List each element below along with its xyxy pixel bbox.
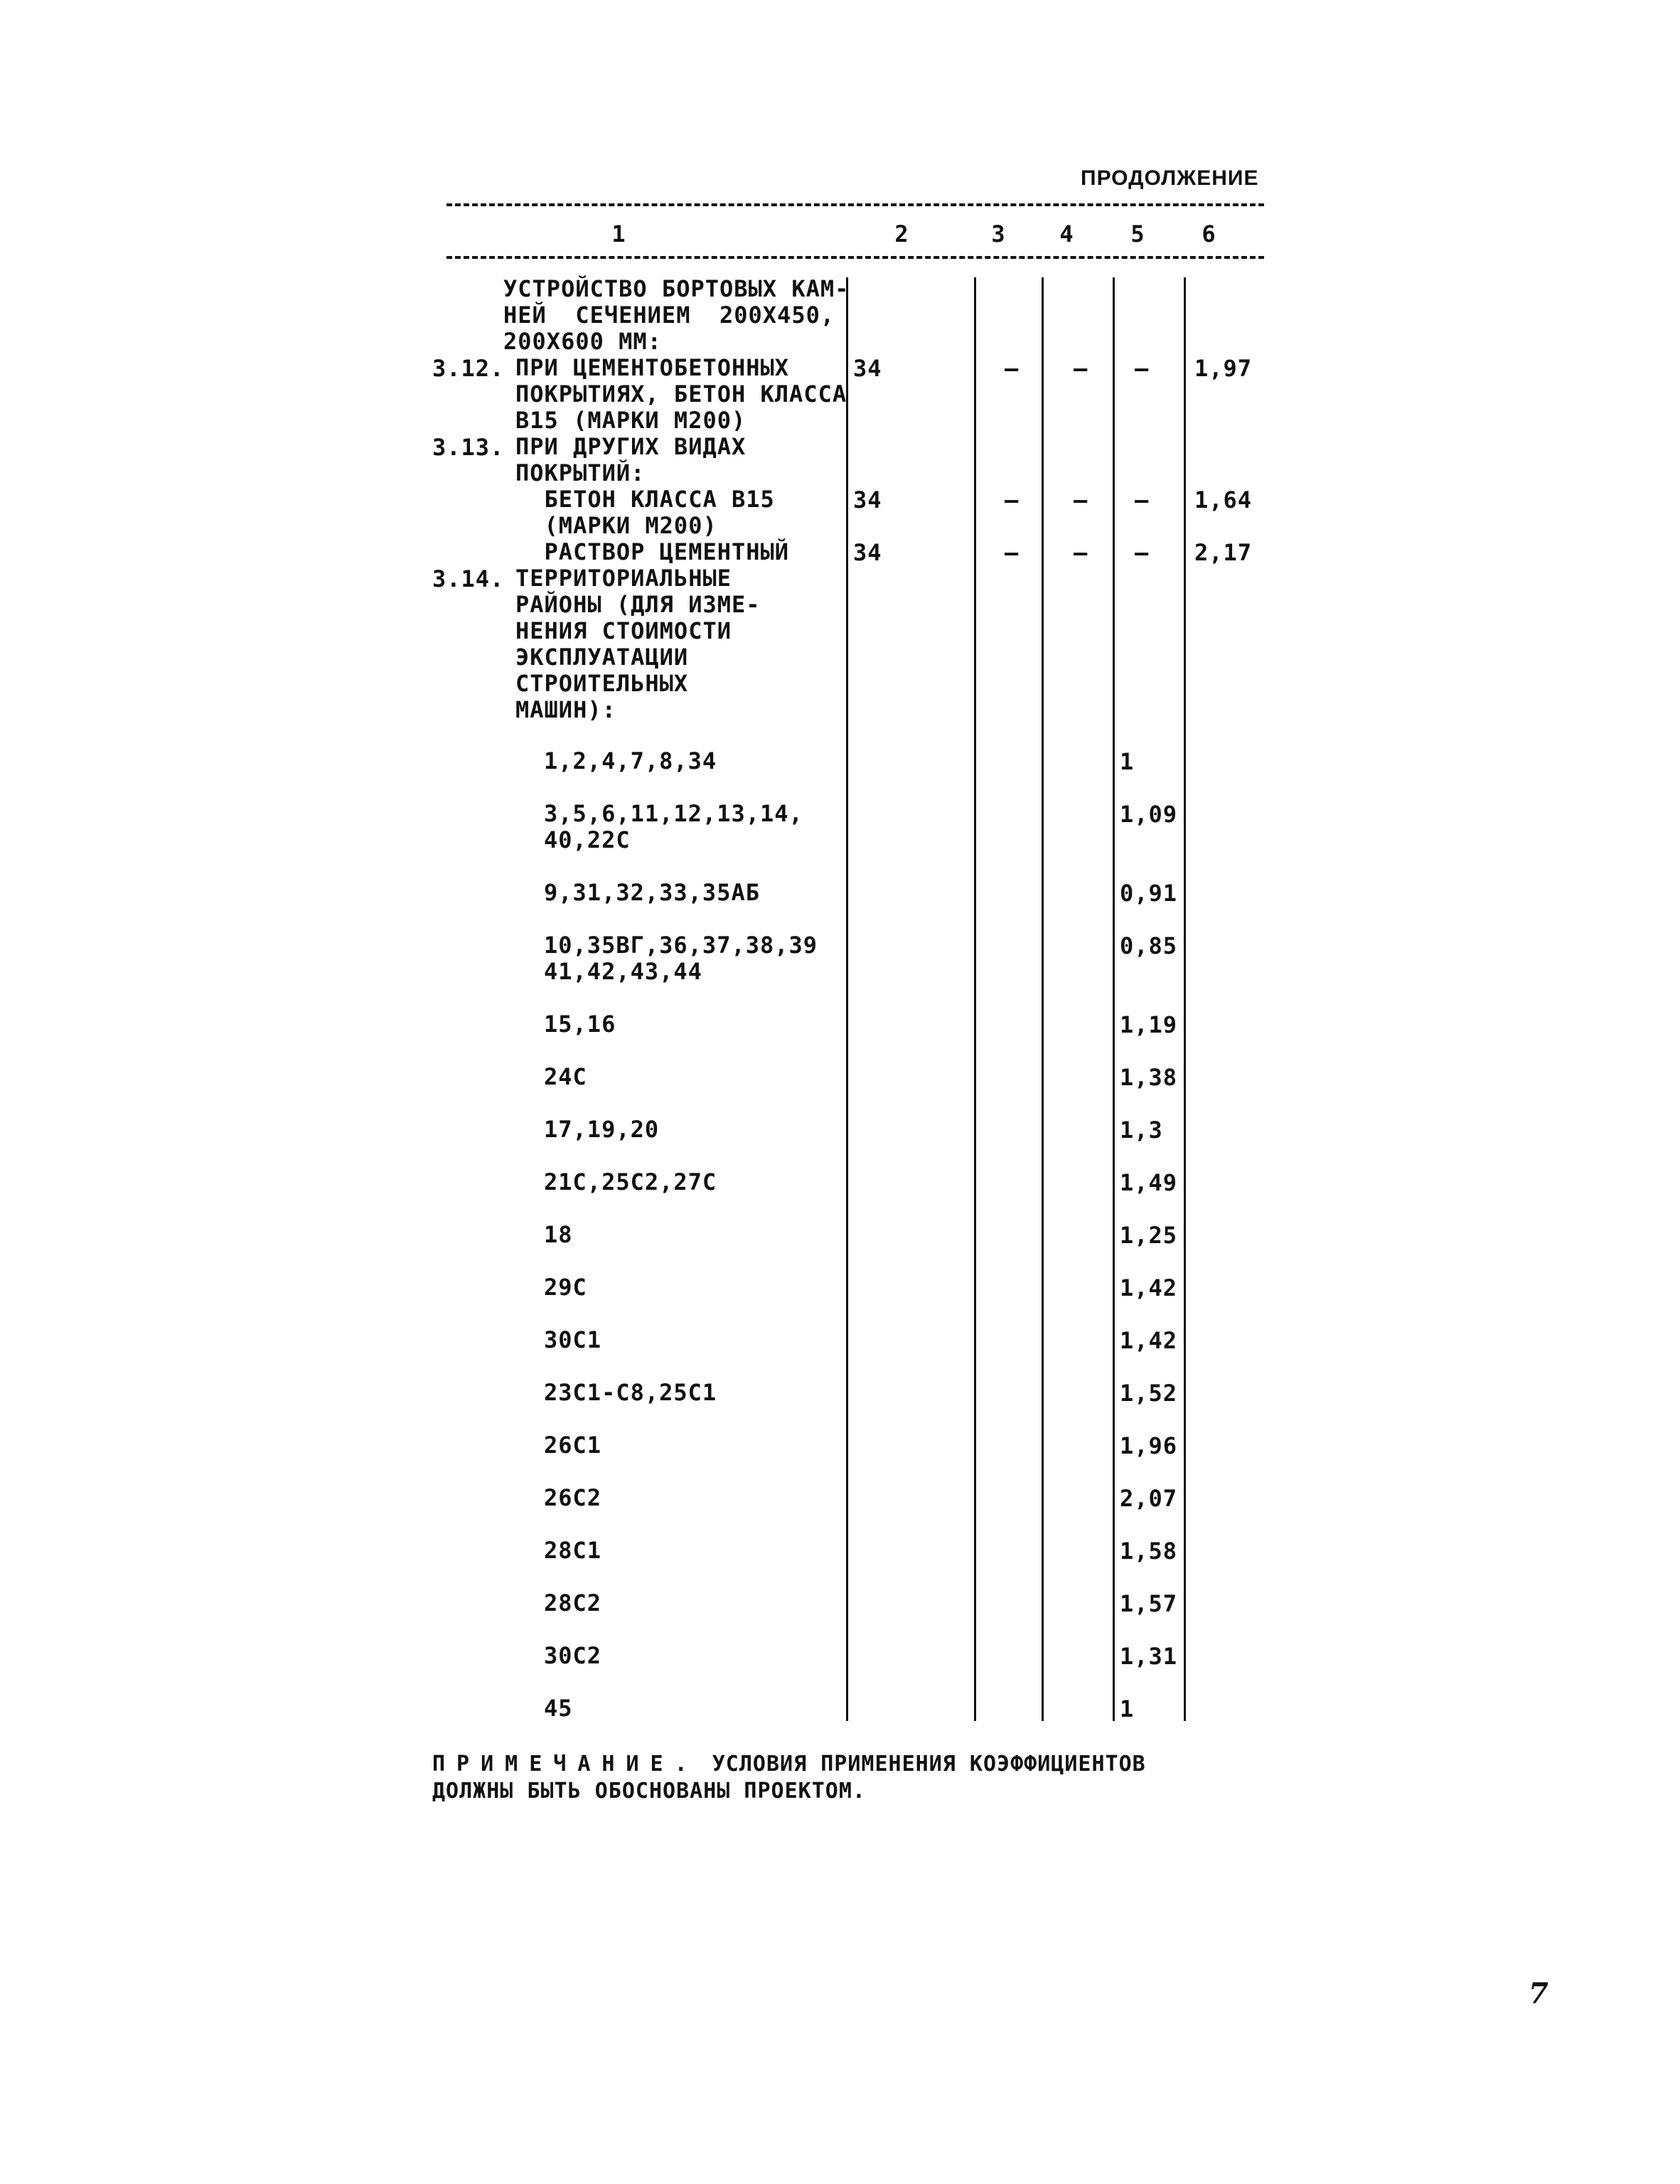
note-text-2: ДОЛЖНЫ БЫТЬ ОБОСНОВАНЫ ПРОЕКТОМ.	[432, 1779, 866, 1804]
region-label: 3,5,6,11,12,13,14, 40,22С	[544, 800, 803, 853]
cell-c4: –	[1074, 355, 1088, 382]
row-number: 3.14.	[432, 565, 505, 592]
column-header-5: 5	[1130, 220, 1145, 247]
row-description: УСТРОЙСТВО БОРТОВЫХ КАМ- НЕЙ СЕЧЕНИЕМ 200Х450, 200Х600 ММ:	[503, 275, 850, 355]
column-header-3: 3	[991, 220, 1005, 247]
region-coefficient: 1,19	[1120, 1011, 1178, 1038]
column-header-1: 1	[611, 220, 626, 247]
note-text: УСЛОВИЯ ПРИМЕНЕНИЯ КОЭФФИЦИЕНТОВ	[712, 1752, 1146, 1777]
region-coefficient: 2,07	[1120, 1485, 1178, 1512]
region-label: 28С1	[544, 1537, 602, 1564]
column-separator	[1042, 277, 1044, 1721]
cell-c3: –	[1005, 355, 1020, 382]
cell-c3: –	[1005, 486, 1020, 513]
row-description: РАСТВОР ЦЕМЕНТНЫЙ	[515, 538, 790, 565]
column-header-2: 2	[894, 220, 909, 247]
region-coefficient: 1,58	[1120, 1538, 1178, 1565]
row-description: ТЕРРИТОРИАЛЬНЫЕ РАЙОНЫ (ДЛЯ ИЗМЕ- НЕНИЯ СТОИМОСТИ ЭКСПЛУАТАЦИИ СТРОИТЕЛЬНЫХ МАШИН):	[515, 565, 761, 723]
cell-c5: –	[1135, 355, 1150, 382]
region-label: 30С2	[544, 1642, 602, 1669]
row-description: ПРИ ЦЕМЕНТОБЕТОННЫХ ПОКРЫТИЯХ, БЕТОН КЛАССА В15 (МАРКИ М200)	[515, 354, 847, 434]
column-separator	[1184, 277, 1186, 1721]
cell-c3: –	[1005, 539, 1020, 566]
region-coefficient: 1	[1120, 748, 1135, 775]
row-description: БЕТОН КЛАССА В15 (МАРКИ М200)	[544, 486, 775, 539]
cell-c2: 34	[853, 355, 882, 382]
region-label: 10,35ВГ,36,37,38,39 41,42,43,44	[544, 932, 818, 985]
region-label: 30С1	[544, 1326, 602, 1353]
region-coefficient: 0,85	[1120, 932, 1178, 959]
column-separator	[974, 277, 976, 1721]
column-header-6: 6	[1202, 220, 1216, 247]
cell-c4: –	[1074, 539, 1088, 566]
row-description: ПРИ ДРУГИХ ВИДАХ ПОКРЫТИЙ:	[515, 433, 747, 486]
region-coefficient: 1,25	[1120, 1222, 1178, 1249]
table-header-rule	[446, 256, 1264, 259]
region-coefficient: 1,42	[1120, 1274, 1178, 1301]
row-number: 3.12.	[432, 355, 505, 382]
region-label: 28С2	[544, 1589, 602, 1616]
region-coefficient: 0,91	[1120, 880, 1178, 907]
page-number: 7	[1529, 1977, 1548, 2010]
region-coefficient: 1,96	[1120, 1432, 1178, 1459]
region-label: 29С	[544, 1274, 587, 1301]
region-coefficient: 1,52	[1120, 1380, 1178, 1407]
cell-c6: 2,17	[1194, 539, 1253, 566]
region-label: 23С1-С8,25С1	[544, 1379, 717, 1406]
row-number: 3.13.	[432, 434, 505, 461]
region-label: 17,19,20	[544, 1116, 660, 1143]
note-label: ПРИМЕЧАНИЕ.	[432, 1752, 699, 1777]
table-top-rule	[446, 203, 1264, 206]
note	[432, 1751, 1285, 1805]
column-header-4: 4	[1059, 220, 1074, 247]
region-label: 18	[544, 1221, 573, 1248]
region-label: 9,31,32,33,35АБ	[544, 879, 760, 906]
region-label: 45	[544, 1695, 573, 1722]
region-label: 24С	[544, 1063, 587, 1090]
region-label: 21С,25С2,27С	[544, 1168, 717, 1195]
region-coefficient: 1,38	[1120, 1064, 1178, 1091]
region-coefficient: 1,09	[1120, 801, 1178, 828]
cell-c6: 1,97	[1194, 355, 1253, 382]
region-label: 1,2,4,7,8,34	[544, 747, 717, 774]
cell-c4: –	[1074, 486, 1088, 513]
continued-label: ПРОДОЛЖЕНИЕ	[1081, 166, 1259, 190]
region-label: 15,16	[544, 1011, 616, 1038]
cell-c2: 34	[853, 486, 882, 513]
column-separator	[846, 277, 848, 1721]
region-coefficient: 1,31	[1120, 1643, 1178, 1670]
region-coefficient: 1,42	[1120, 1327, 1178, 1354]
cell-c2: 34	[853, 539, 882, 566]
region-label: 26С2	[544, 1484, 602, 1511]
region-coefficient: 1,57	[1120, 1590, 1178, 1617]
region-label: 26С1	[544, 1432, 602, 1459]
region-coefficient: 1,3	[1120, 1117, 1163, 1144]
region-coefficient: 1,49	[1120, 1169, 1178, 1196]
cell-c5: –	[1135, 539, 1150, 566]
column-separator	[1113, 277, 1115, 1721]
cell-c6: 1,64	[1194, 486, 1253, 513]
cell-c5: –	[1135, 486, 1150, 513]
region-coefficient: 1	[1120, 1695, 1135, 1722]
